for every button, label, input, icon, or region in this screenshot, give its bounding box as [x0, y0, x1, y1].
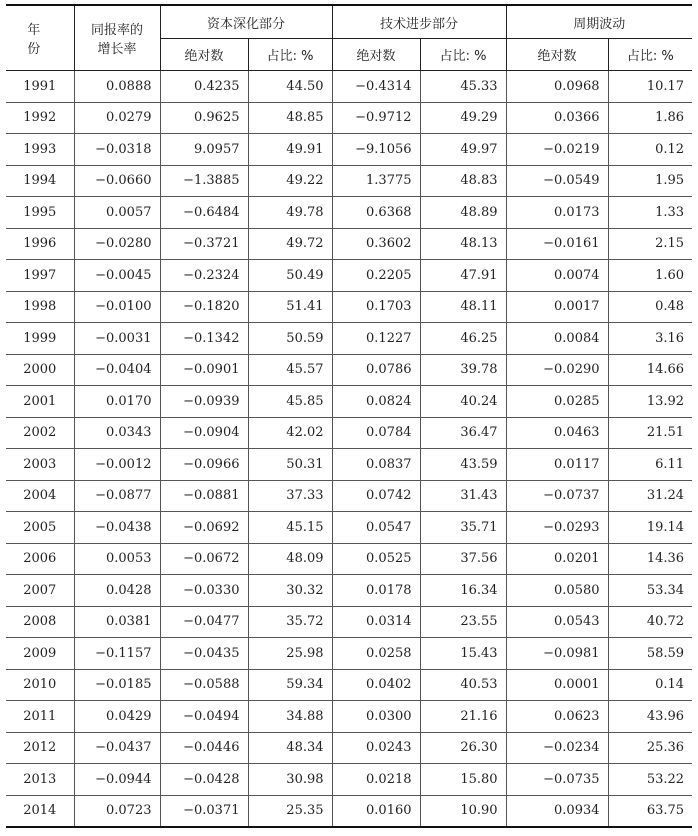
capital-absolute-cell: −0.0330 — [160, 575, 248, 607]
capital-share-cell: 59.34 — [248, 669, 332, 701]
cycle-share-cell: 2.15 — [608, 228, 692, 260]
cycle-absolute-cell: −0.0219 — [506, 134, 608, 166]
capital-share-cell: 49.78 — [248, 197, 332, 229]
year-cell: 2002 — [6, 417, 74, 449]
cycle-share-cell: 0.12 — [608, 134, 692, 166]
tech-absolute-cell: 0.0525 — [332, 543, 420, 575]
year-cell: 1994 — [6, 165, 74, 197]
cycle-share-cell: 43.96 — [608, 701, 692, 733]
cycle-share-header: 占比: % — [608, 39, 692, 71]
tech-share-cell: 35.71 — [420, 512, 506, 544]
tech-share-cell: 36.47 — [420, 417, 506, 449]
table-row — [6, 638, 692, 670]
cycle-share-cell: 19.14 — [608, 512, 692, 544]
table-row — [6, 543, 692, 575]
return-growth-cell: −0.0437 — [74, 732, 160, 764]
year-cell: 1992 — [6, 102, 74, 134]
cycle-share-cell: 13.92 — [608, 386, 692, 418]
tech-absolute-cell: 0.0258 — [332, 638, 420, 670]
return-growth-cell: 0.0170 — [74, 386, 160, 418]
capital-absolute-cell: −0.0435 — [160, 638, 248, 670]
return-growth-cell: 0.0279 — [74, 102, 160, 134]
capital-share-cell: 45.15 — [248, 512, 332, 544]
tech-absolute-cell: 0.6368 — [332, 197, 420, 229]
table-row — [6, 71, 692, 103]
tech-absolute-cell: 0.0742 — [332, 480, 420, 512]
cycle-share-cell: 58.59 — [608, 638, 692, 670]
cycle-absolute-cell: 0.0074 — [506, 260, 608, 292]
year-cell: 2001 — [6, 386, 74, 418]
return-growth-header — [74, 5, 160, 71]
table-row — [6, 354, 692, 386]
return-growth-cell: −0.0031 — [74, 323, 160, 355]
tech-share-cell: 16.34 — [420, 575, 506, 607]
capital-absolute-cell: 0.9625 — [160, 102, 248, 134]
capital-share-cell: 50.31 — [248, 449, 332, 481]
tech-share-cell: 15.43 — [420, 638, 506, 670]
table-header — [6, 5, 692, 71]
cycle-share-cell: 0.14 — [608, 669, 692, 701]
capital-absolute-cell: −0.0901 — [160, 354, 248, 386]
table-row — [6, 417, 692, 449]
tech-share-cell: 10.90 — [420, 795, 506, 827]
cycle-absolute-cell: −0.0234 — [506, 732, 608, 764]
return-growth-cell: −0.0660 — [74, 165, 160, 197]
cycle-share-cell: 10.17 — [608, 71, 692, 103]
year-cell: 2012 — [6, 732, 74, 764]
year-header: 年 份 — [6, 5, 74, 71]
return-growth-cell: 0.0429 — [74, 701, 160, 733]
cycle-absolute-cell: 0.0580 — [506, 575, 608, 607]
table-row — [6, 764, 692, 796]
cycle-share-cell: 1.60 — [608, 260, 692, 292]
tech-share-cell: 48.83 — [420, 165, 506, 197]
year-cell: 2007 — [6, 575, 74, 607]
tech-share-cell: 43.59 — [420, 449, 506, 481]
cycle-share-cell: 0.48 — [608, 291, 692, 323]
cycle-share-cell: 1.86 — [608, 102, 692, 134]
year-cell: 1997 — [6, 260, 74, 292]
return-growth-cell: 0.0428 — [74, 575, 160, 607]
return-growth-cell: −0.0944 — [74, 764, 160, 796]
return-growth-header-line2: 增长率 — [97, 42, 137, 57]
table-row — [6, 197, 692, 229]
table-row — [6, 260, 692, 292]
table-row — [6, 701, 692, 733]
cycle-absolute-cell: −0.0735 — [506, 764, 608, 796]
capital-absolute-cell: −0.0371 — [160, 795, 248, 827]
year-cell: 2009 — [6, 638, 74, 670]
table-row — [6, 606, 692, 638]
capital-share-cell: 25.35 — [248, 795, 332, 827]
tech-share-cell: 48.13 — [420, 228, 506, 260]
return-growth-header-line1: 同报率的 — [90, 23, 143, 38]
capital-share-cell: 50.59 — [248, 323, 332, 355]
capital-share-cell: 30.98 — [248, 764, 332, 796]
cycle-absolute-cell: −0.0161 — [506, 228, 608, 260]
tech-absolute-cell: 0.3602 — [332, 228, 420, 260]
capital-share-cell: 45.57 — [248, 354, 332, 386]
cycle-share-cell: 63.75 — [608, 795, 692, 827]
year-cell: 1993 — [6, 134, 74, 166]
cycle-share-cell: 21.51 — [608, 417, 692, 449]
tech-absolute-cell: 0.0178 — [332, 575, 420, 607]
capital-share-cell: 48.09 — [248, 543, 332, 575]
cycle-share-cell: 31.24 — [608, 480, 692, 512]
capital-share-cell: 34.88 — [248, 701, 332, 733]
table-row — [6, 480, 692, 512]
table-row — [6, 732, 692, 764]
table-row — [6, 512, 692, 544]
cycle-absolute-cell: 0.0173 — [506, 197, 608, 229]
year-cell: 2013 — [6, 764, 74, 796]
year-cell: 2008 — [6, 606, 74, 638]
cycle-share-cell: 3.16 — [608, 323, 692, 355]
tech-share-cell: 48.11 — [420, 291, 506, 323]
tech-absolute-cell: 0.2205 — [332, 260, 420, 292]
table-row — [6, 669, 692, 701]
capital-absolute-cell: −0.0672 — [160, 543, 248, 575]
tech-absolute-cell: 0.0402 — [332, 669, 420, 701]
cycle-share-cell: 53.22 — [608, 764, 692, 796]
return-growth-cell: −0.0318 — [74, 134, 160, 166]
year-cell: 2006 — [6, 543, 74, 575]
capital-share-cell: 35.72 — [248, 606, 332, 638]
tech-share-header: 占比: % — [420, 39, 506, 71]
tech-share-cell: 49.97 — [420, 134, 506, 166]
tech-absolute-cell: 0.0547 — [332, 512, 420, 544]
capital-absolute-cell: −0.0966 — [160, 449, 248, 481]
tech-share-cell: 48.89 — [420, 197, 506, 229]
tech-share-cell: 31.43 — [420, 480, 506, 512]
return-growth-cell: −0.0280 — [74, 228, 160, 260]
tech-absolute-cell: 0.0837 — [332, 449, 420, 481]
year-cell: 2014 — [6, 795, 74, 827]
capital-share-cell: 30.32 — [248, 575, 332, 607]
capital-share-cell: 51.41 — [248, 291, 332, 323]
year-cell: 1995 — [6, 197, 74, 229]
return-growth-cell: −0.0185 — [74, 669, 160, 701]
cycle-absolute-cell: 0.0463 — [506, 417, 608, 449]
year-cell: 2004 — [6, 480, 74, 512]
tech-progress-header: 技术进步部分 — [332, 5, 506, 39]
table-body — [6, 71, 692, 828]
table-row — [6, 134, 692, 166]
capital-absolute-cell: −0.6484 — [160, 197, 248, 229]
cycle-absolute-cell: 0.0934 — [506, 795, 608, 827]
cycle-share-cell: 25.36 — [608, 732, 692, 764]
return-growth-cell: 0.0053 — [74, 543, 160, 575]
tech-share-cell: 47.91 — [420, 260, 506, 292]
cycle-absolute-cell: 0.0366 — [506, 102, 608, 134]
return-growth-cell: −0.0012 — [74, 449, 160, 481]
cycle-share-cell: 53.34 — [608, 575, 692, 607]
capital-share-header: 占比: % — [248, 39, 332, 71]
capital-absolute-cell: −0.0428 — [160, 764, 248, 796]
cycle-absolute-header: 绝对数 — [506, 39, 608, 71]
return-growth-cell: −0.0404 — [74, 354, 160, 386]
tech-share-cell: 15.80 — [420, 764, 506, 796]
capital-absolute-cell: −0.0588 — [160, 669, 248, 701]
year-cell: 2005 — [6, 512, 74, 544]
capital-absolute-header: 绝对数 — [160, 39, 248, 71]
cycle-share-cell: 6.11 — [608, 449, 692, 481]
year-cell: 2010 — [6, 669, 74, 701]
return-growth-cell: 0.0343 — [74, 417, 160, 449]
tech-share-cell: 23.55 — [420, 606, 506, 638]
tech-absolute-cell: 0.0160 — [332, 795, 420, 827]
cycle-absolute-cell: −0.0293 — [506, 512, 608, 544]
capital-absolute-cell: −0.3721 — [160, 228, 248, 260]
return-growth-cell: 0.0057 — [74, 197, 160, 229]
table-row — [6, 102, 692, 134]
year-cell: 2000 — [6, 354, 74, 386]
capital-share-cell: 49.91 — [248, 134, 332, 166]
tech-absolute-cell: 0.0786 — [332, 354, 420, 386]
cycle-absolute-cell: 0.0201 — [506, 543, 608, 575]
tech-share-cell: 21.16 — [420, 701, 506, 733]
return-growth-cell: −0.0100 — [74, 291, 160, 323]
table-row — [6, 228, 692, 260]
tech-absolute-cell: 1.3775 — [332, 165, 420, 197]
capital-share-cell: 49.22 — [248, 165, 332, 197]
capital-absolute-cell: −0.0446 — [160, 732, 248, 764]
capital-share-cell: 49.72 — [248, 228, 332, 260]
year-cell: 1996 — [6, 228, 74, 260]
tech-absolute-cell: 0.1703 — [332, 291, 420, 323]
cycle-absolute-cell: 0.0285 — [506, 386, 608, 418]
capital-share-cell: 48.85 — [248, 102, 332, 134]
capital-share-cell: 25.98 — [248, 638, 332, 670]
year-cell: 1998 — [6, 291, 74, 323]
cycle-absolute-cell: −0.0290 — [506, 354, 608, 386]
cycle-share-cell: 14.66 — [608, 354, 692, 386]
cycle-share-cell: 40.72 — [608, 606, 692, 638]
table-row — [6, 575, 692, 607]
tech-share-cell: 49.29 — [420, 102, 506, 134]
tech-absolute-cell: 0.0784 — [332, 417, 420, 449]
tech-share-cell: 40.24 — [420, 386, 506, 418]
capital-absolute-cell: −0.1342 — [160, 323, 248, 355]
tech-absolute-cell: 0.0314 — [332, 606, 420, 638]
capital-share-cell: 44.50 — [248, 71, 332, 103]
cycle-header: 周期波动 — [506, 5, 692, 39]
capital-absolute-cell: 9.0957 — [160, 134, 248, 166]
tech-share-cell: 40.53 — [420, 669, 506, 701]
capital-absolute-cell: −0.0692 — [160, 512, 248, 544]
return-growth-cell: 0.0723 — [74, 795, 160, 827]
capital-absolute-cell: 0.4235 — [160, 71, 248, 103]
return-growth-cell: −0.0045 — [74, 260, 160, 292]
tech-absolute-header: 绝对数 — [332, 39, 420, 71]
table-row — [6, 795, 692, 827]
capital-share-cell: 50.49 — [248, 260, 332, 292]
cycle-share-cell: 14.36 — [608, 543, 692, 575]
tech-absolute-cell: 0.0218 — [332, 764, 420, 796]
year-cell: 1991 — [6, 71, 74, 103]
tech-absolute-cell: −0.9712 — [332, 102, 420, 134]
tech-share-cell: 39.78 — [420, 354, 506, 386]
year-cell: 2011 — [6, 701, 74, 733]
capital-share-cell: 48.34 — [248, 732, 332, 764]
cycle-absolute-cell: −0.0737 — [506, 480, 608, 512]
table-row — [6, 386, 692, 418]
tech-absolute-cell: 0.1227 — [332, 323, 420, 355]
table-row — [6, 449, 692, 481]
tech-absolute-cell: 0.0300 — [332, 701, 420, 733]
table-row — [6, 165, 692, 197]
year-cell: 2003 — [6, 449, 74, 481]
capital-absolute-cell: −1.3885 — [160, 165, 248, 197]
capital-share-cell: 42.02 — [248, 417, 332, 449]
cycle-absolute-cell: 0.0623 — [506, 701, 608, 733]
cycle-absolute-cell: 0.0017 — [506, 291, 608, 323]
cycle-share-cell: 1.33 — [608, 197, 692, 229]
tech-absolute-cell: −0.4314 — [332, 71, 420, 103]
capital-absolute-cell: −0.0904 — [160, 417, 248, 449]
capital-absolute-cell: −0.0939 — [160, 386, 248, 418]
return-growth-cell: −0.1157 — [74, 638, 160, 670]
tech-share-cell: 46.25 — [420, 323, 506, 355]
capital-absolute-cell: −0.2324 — [160, 260, 248, 292]
tech-absolute-cell: 0.0243 — [332, 732, 420, 764]
cycle-absolute-cell: 0.0117 — [506, 449, 608, 481]
cycle-share-cell: 1.95 — [608, 165, 692, 197]
tech-absolute-cell: 0.0824 — [332, 386, 420, 418]
capital-share-cell: 37.33 — [248, 480, 332, 512]
capital-absolute-cell: −0.1820 — [160, 291, 248, 323]
tech-share-cell: 45.33 — [420, 71, 506, 103]
cycle-absolute-cell: 0.0543 — [506, 606, 608, 638]
capital-absolute-cell: −0.0477 — [160, 606, 248, 638]
return-growth-cell: −0.0438 — [74, 512, 160, 544]
cycle-absolute-cell: −0.0981 — [506, 638, 608, 670]
table-row — [6, 291, 692, 323]
capital-deepening-header: 资本深化部分 — [160, 5, 332, 39]
tech-absolute-cell: −9.1056 — [332, 134, 420, 166]
cycle-absolute-cell: 0.0001 — [506, 669, 608, 701]
data-table — [6, 4, 692, 828]
year-cell: 1999 — [6, 323, 74, 355]
tech-share-cell: 26.30 — [420, 732, 506, 764]
capital-absolute-cell: −0.0494 — [160, 701, 248, 733]
cycle-absolute-cell: −0.0549 — [506, 165, 608, 197]
table-row — [6, 323, 692, 355]
capital-share-cell: 45.85 — [248, 386, 332, 418]
return-growth-cell: 0.0381 — [74, 606, 160, 638]
cycle-absolute-cell: 0.0084 — [506, 323, 608, 355]
capital-absolute-cell: −0.0881 — [160, 480, 248, 512]
return-growth-cell: −0.0877 — [74, 480, 160, 512]
return-growth-cell: 0.0888 — [74, 71, 160, 103]
cycle-absolute-cell: 0.0968 — [506, 71, 608, 103]
tech-share-cell: 37.56 — [420, 543, 506, 575]
